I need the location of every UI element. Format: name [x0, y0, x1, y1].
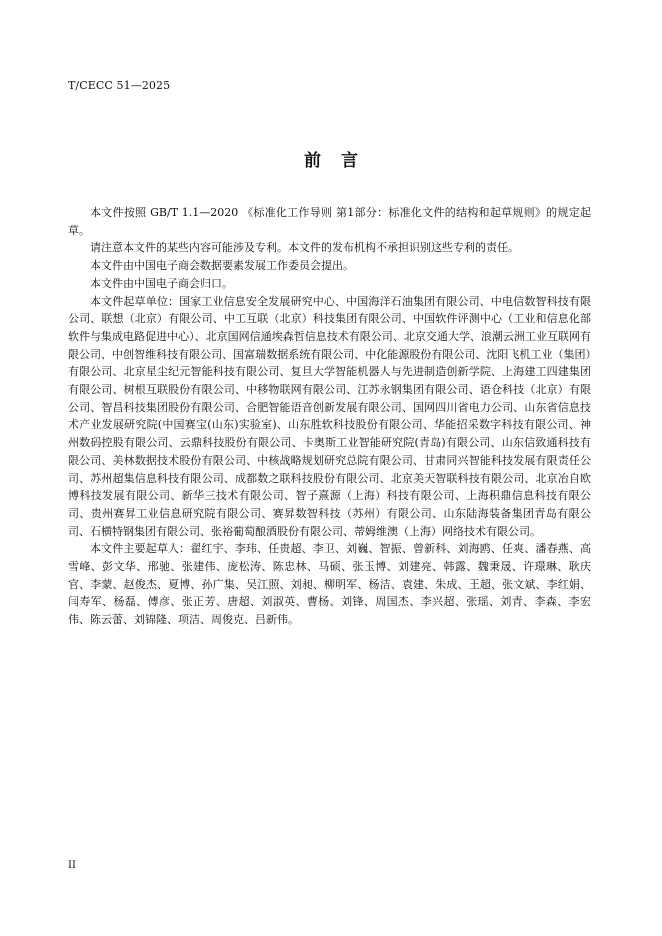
centralized-management-paragraph: 本文件由中国电子商会归口。	[90, 276, 233, 290]
main-drafters-paragraph: 本文件主要起草人：翟红宇、李玮、任贵超、李卫、刘巍、智振、曾新科、刘海鸥、任爽、潘春燕、高雪峰、彭文华、邢驰、张建伟、庞松涛、陈忠林、马硕、张玉博、刘建亮、韩露、魏秉晟、许璟琳、耿庆官、李蒙、赵俊杰、夏博、孙广集、吴江照、刘昶、柳明军、杨洁、袁建、朱成、王超、张文斌、李红娟、闫寿军、杨磊、傅彦、张正芳、唐超、刘淑英、曹杨、刘锋、周国杰、李兴超、张瑶、刘青、李森、李宏伟、陈云蕾、刘锦隆、项洁、周俊克、吕新伟。	[68, 542, 591, 627]
document-body	[68, 204, 591, 629]
page-title: 前言	[304, 151, 378, 171]
standard-basis-paragraph: 本文件按照 GB/T 1.1—2020 《标准化工作导则 第1部分：标准化文件的结构和起草规则》的规定起草。	[68, 206, 591, 237]
drafting-organizations-paragraph: 本文件起草单位：国家工业信息安全发展研究中心、中国海洋石油集团有限公司、中电信数智科技有限公司、联想（北京）有限公司、中工互联（北京）科技集团有限公司、中国软件评测中心（工业和信息化部软件与集成电路促进中心）、北京国网信通埃森哲信息技术有限公司、北京交通大学、浪潮云洲工业互联网有限公司、中创智维科技有限公司、国富瑞数据系统有限公司、中化能源股份有限公司、沈阳飞机工业（集团）有限公司、北京星尘纪元智能科技有限公司、复旦大学智能机器人与先进制造创新学院、上海建工四建集团有限公司、树根互联股份有限公司、中移物联网有限公司、江苏永钢集团有限公司、语仓科技（北京）有限公司、智昌科技集团股份有限公司、合肥智能语音创新发展有限公司、国网四川省电力公司、山东省信息技术产业发展研究院(中国赛宝(山东)实验室)、山东胜软科技股份有限公司、华能招采数字科技有限公司、神州数码控股有限公司、云鼎科技股份有限公司、卡奥斯工业智能研究院(青岛)有限公司、山东信致通科技有限公司、美林数据技术股份有限公司、中核战略规划研究总院有限公司、甘肃同兴智能科技发展有限责任公司、苏州超集信息科技有限公司、成都数之联科技股份有限公司、北京美天智联科技有限公司、北京冶自欧博科技发展有限公司、新华三技术有限公司、智子熹源（上海）科技有限公司、上海积鼎信息科技有限公司、贵州赛昇工业信息研究院有限公司、赛昇数智科技（苏州）有限公司、山东陆海装备集团青岛有限公司、石横特钢集团有限公司、张裕葡萄酿酒股份有限公司、蒂姆维澳（上海）网络技术有限公司。	[68, 294, 591, 538]
page-number: II	[68, 860, 76, 871]
proposer-paragraph: 本文件由中国电子商会数据要素发展工作委员会提出。	[90, 259, 354, 273]
document-code: T/CECC 51—2025	[68, 79, 171, 92]
patent-notice-paragraph: 请注意本文件的某些内容可能涉及专利。本文件的发布机构不承担识别这些专利的责任。	[90, 241, 519, 255]
